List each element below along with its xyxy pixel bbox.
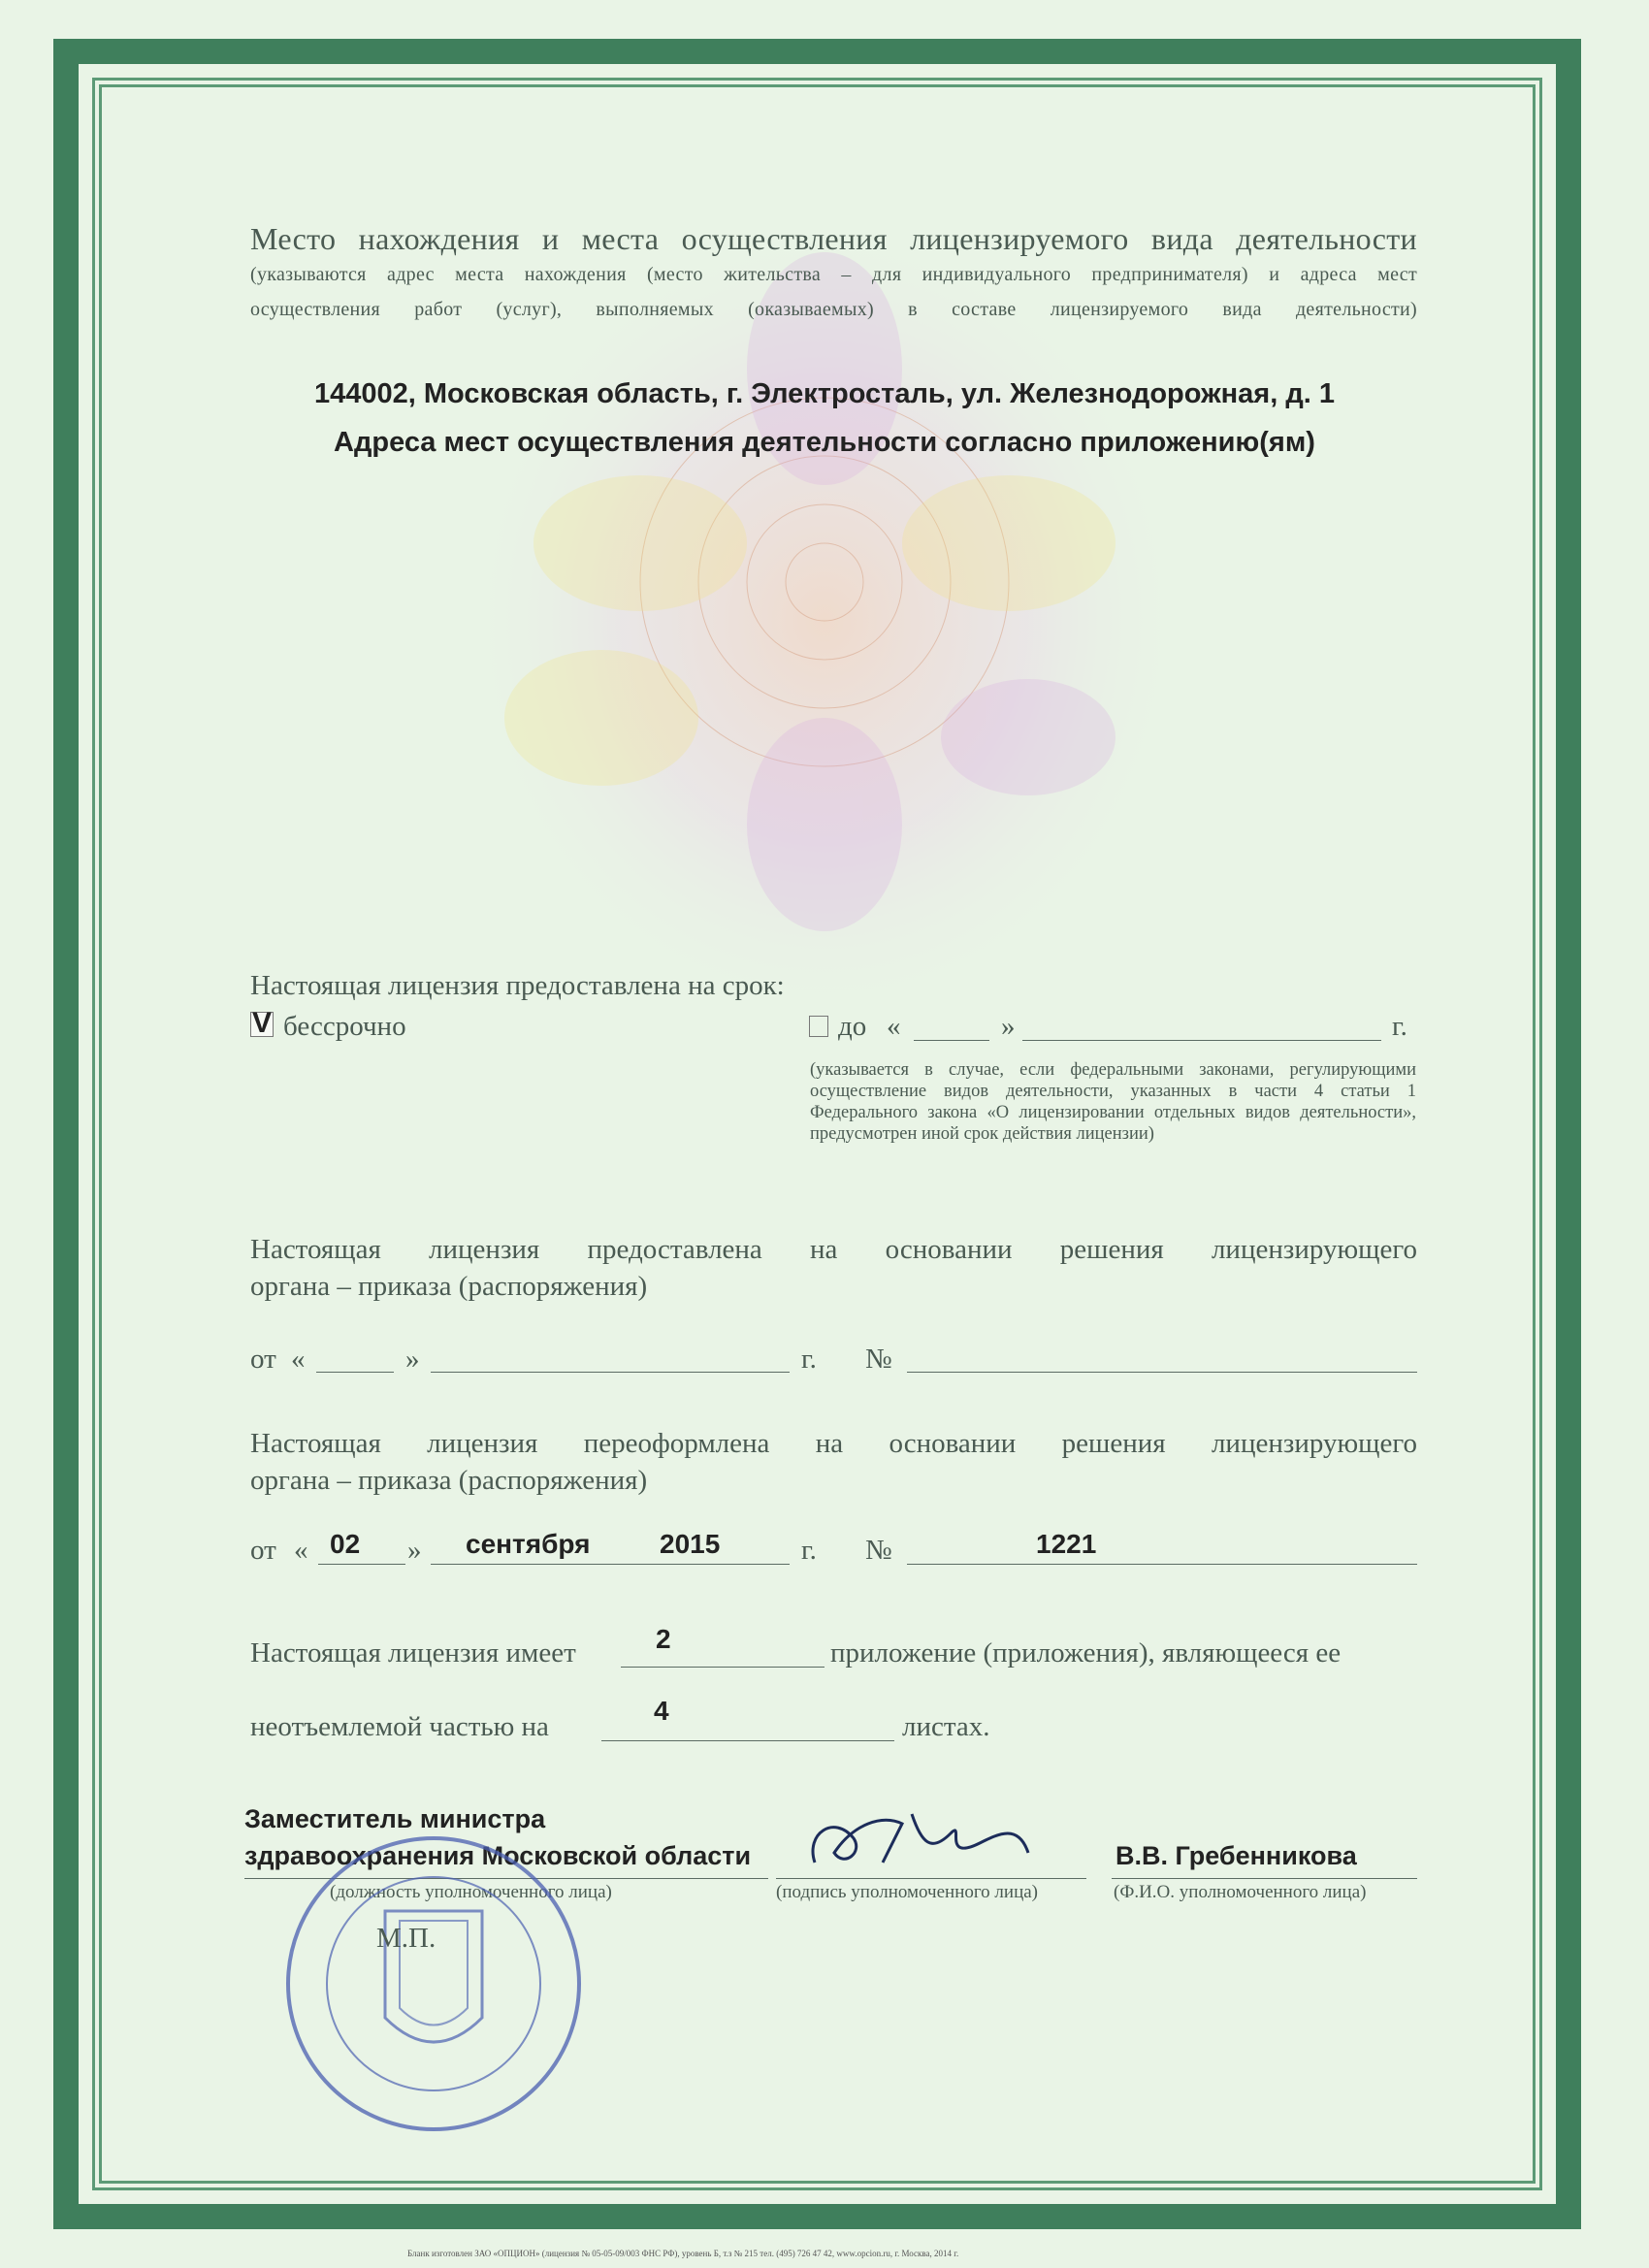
reissue-day-value: 02 bbox=[330, 1529, 361, 1559]
reissue-month-value: сентября bbox=[466, 1529, 591, 1559]
reissue-number-value: 1221 bbox=[1036, 1529, 1097, 1559]
reissue-quote-close: » bbox=[407, 1535, 422, 1566]
name-line bbox=[1112, 1878, 1417, 1879]
seal-place-label: М.П. bbox=[376, 1923, 436, 1954]
appendix-count-line bbox=[621, 1667, 824, 1668]
handwritten-signature bbox=[795, 1795, 1048, 1882]
until-label: до bbox=[838, 1011, 867, 1042]
official-name: В.В. Гребенникова bbox=[1116, 1841, 1357, 1870]
until-date-line bbox=[1022, 1040, 1381, 1041]
basis-line-1: Настоящая лицензия предоставлена на основании решения лицензирующего bbox=[250, 1234, 1417, 1265]
reissue-quote-open: « bbox=[294, 1535, 308, 1566]
reissue-number-label: № bbox=[865, 1535, 892, 1566]
sheets-text-2: листах. bbox=[902, 1711, 990, 1742]
reissue-line-2: органа – приказа (распоряжения) bbox=[250, 1465, 648, 1496]
section-heading: Место нахождения и места осуществления лицензируемого вида деятельности bbox=[250, 221, 1417, 256]
reissue-number-line bbox=[907, 1564, 1417, 1565]
sheets-text-1: неотъемлемой частью на bbox=[250, 1711, 549, 1742]
until-quote-close: » bbox=[1001, 1011, 1016, 1042]
term-heading: Настоящая лицензия предоставлена на срок: bbox=[250, 970, 785, 1001]
basis-from-label: от bbox=[250, 1344, 276, 1375]
reissue-day-line bbox=[318, 1564, 405, 1565]
indefinite-label: бессрочно bbox=[283, 1011, 406, 1042]
section-subheading-2: осуществления работ (услуг), выполняемых (оказываемых) в составе лицензируемого вида деятельности) bbox=[250, 299, 1417, 320]
basis-quote-open: « bbox=[291, 1344, 306, 1375]
sheets-count-value: 4 bbox=[654, 1696, 669, 1726]
official-position-line-2: здравоохранения Московской области bbox=[244, 1841, 752, 1870]
until-day-line bbox=[914, 1040, 989, 1041]
address-sites: Адреса мест осуществления деятельности согласно приложению(ям) bbox=[334, 427, 1315, 458]
official-seal bbox=[274, 1824, 594, 2144]
reissue-from-label: от bbox=[250, 1535, 276, 1566]
appendix-count-value: 2 bbox=[656, 1624, 671, 1654]
reissue-year-value: 2015 bbox=[660, 1529, 721, 1559]
signature-line bbox=[776, 1878, 1086, 1879]
basis-year-suffix: г. bbox=[801, 1344, 817, 1375]
until-year-suffix: г. bbox=[1392, 1011, 1407, 1042]
reissue-year-suffix: г. bbox=[801, 1535, 817, 1566]
form-printer-footer: Бланк изготовлен ЗАО «ОПЦИОН» (лицензия № 05-05-09/003 ФНС РФ), уровень Б, т.з № 215 тел. (495) 726 47 42, www.opcion.ru, г. Москва, 2014 г. bbox=[407, 2249, 959, 2258]
checkbox-indefinite bbox=[250, 1007, 274, 1039]
appendix-text-2: приложение (приложения), являющееся ее bbox=[830, 1637, 1342, 1669]
official-position-line-1: Заместитель министра bbox=[244, 1804, 546, 1833]
until-quote-open: « bbox=[887, 1011, 901, 1042]
position-caption: (должность уполномоченного лица) bbox=[330, 1882, 612, 1902]
basis-number-label: № bbox=[865, 1344, 892, 1375]
sheets-count-line bbox=[601, 1740, 894, 1741]
basis-date-line bbox=[431, 1372, 790, 1373]
reissue-date-line bbox=[431, 1564, 790, 1565]
checkbox-until bbox=[809, 1016, 828, 1037]
signature-caption: (подпись уполномоченного лица) bbox=[776, 1882, 1039, 1902]
reissue-line-1: Настоящая лицензия переоформлена на основании решения лицензирующего bbox=[250, 1428, 1417, 1459]
appendix-text-1: Настоящая лицензия имеет bbox=[250, 1637, 576, 1669]
basis-quote-close: » bbox=[405, 1344, 420, 1375]
check-mark-icon: V bbox=[252, 1007, 273, 1039]
name-caption: (Ф.И.О. уполномоченного лица) bbox=[1114, 1882, 1367, 1902]
address-main: 144002, Московская область, г. Электросталь, ул. Железнодорожная, д. 1 bbox=[313, 378, 1335, 409]
basis-number-line bbox=[907, 1372, 1417, 1373]
term-note: (указывается в случае, если федеральными законами, регулирующими осуществление видов деятельности, указанных в части 4 статьи 1 Федерального закона «О лицензировании отдельных видов деятельности», предусмотрен иной срок действия лицензии) bbox=[810, 1060, 1416, 1144]
basis-day-line bbox=[316, 1372, 394, 1373]
basis-line-2: органа – приказа (распоряжения) bbox=[250, 1271, 648, 1302]
section-subheading-1: (указываются адрес места нахождения (место жительства – для индивидуального предпринимателя) и адреса мест bbox=[250, 264, 1417, 285]
